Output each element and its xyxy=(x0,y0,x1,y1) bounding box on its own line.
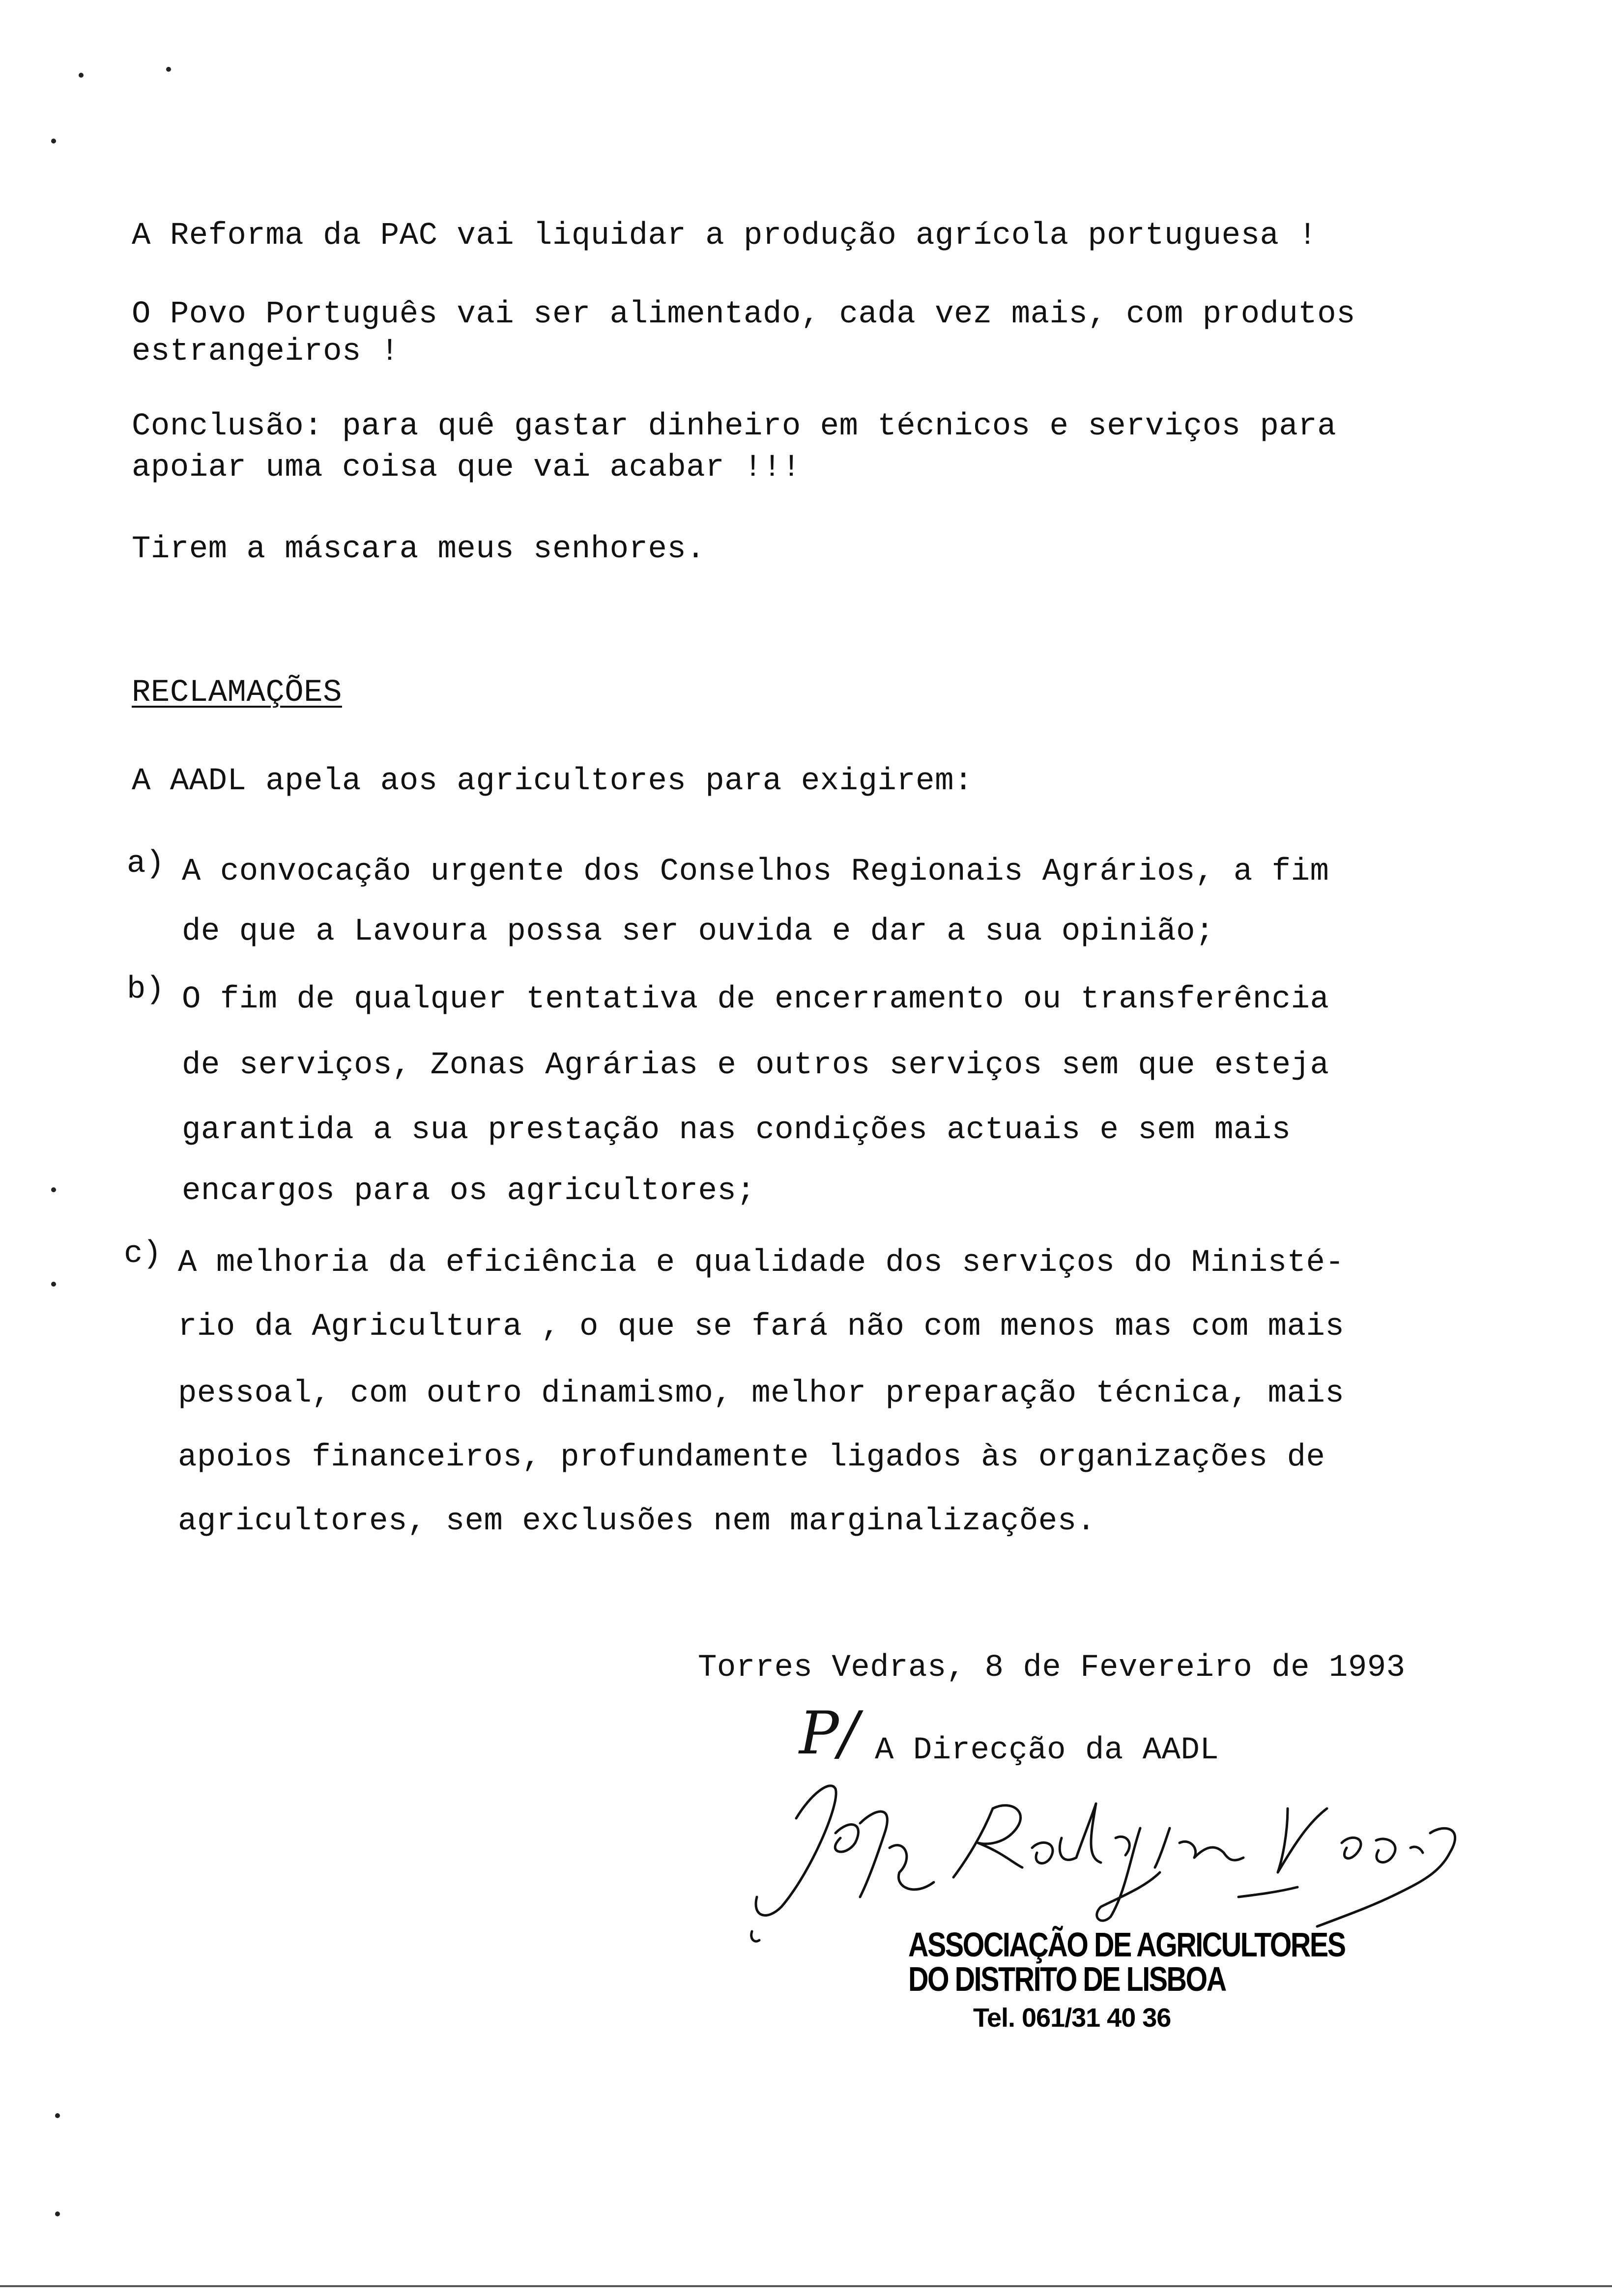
item-b-line-1: O fim de qualquer tentativa de encerramento ou transferência xyxy=(182,982,1329,1017)
scan-speck xyxy=(166,67,171,72)
item-label-c: c) xyxy=(124,1236,162,1272)
item-a-line-1: A convocação urgente dos Conselhos Regionais Agrários, a fim xyxy=(182,854,1329,890)
scan-speck xyxy=(51,1187,56,1192)
scan-speck xyxy=(51,139,56,144)
scan-edge-line xyxy=(0,2285,1612,2287)
item-label-b: b) xyxy=(127,972,165,1007)
intro-line-3a: Conclusão: para quê gastar dinheiro em técnicos e serviços para xyxy=(132,409,1337,444)
pp-mark-text: P/ xyxy=(799,1699,859,1768)
intro-line-2b: estrangeiros ! xyxy=(132,334,400,370)
handwritten-signature xyxy=(737,1750,1504,1946)
item-a-line-2: de que a Lavoura possa ser ouvida e dar a sua opinião; xyxy=(182,914,1214,949)
section-heading: RECLAMAÇÕES xyxy=(132,675,342,711)
scan-speck xyxy=(55,2113,60,2118)
section-lead: A AADL apela aos agricultores para exigirem: xyxy=(132,764,973,799)
signatory: A Direcção da AADL xyxy=(875,1733,1219,1768)
stamp-telephone: Tel. 061/31 40 36 xyxy=(973,2003,1171,2033)
item-label-a: a) xyxy=(127,846,165,882)
scan-speck xyxy=(55,2211,60,2216)
item-c-line-5: agricultores, sem exclusões nem marginalizações. xyxy=(178,1504,1096,1539)
item-b-line-2: de serviços, Zonas Agrárias e outros serviços sem que esteja xyxy=(182,1048,1329,1083)
item-c-line-3: pessoal, com outro dinamismo, melhor preparação técnica, mais xyxy=(178,1376,1345,1411)
item-c-line-4: apoios financeiros, profundamente ligados às organizações de xyxy=(178,1440,1325,1475)
intro-line-2a: O Povo Português vai ser alimentado, cada vez mais, com produtos xyxy=(132,297,1355,332)
intro-line-1: A Reforma da PAC vai liquidar a produção agrícola portuguesa ! xyxy=(132,218,1318,254)
stamp-line-1: ASSOCIAÇÃO DE AGRICULTORES xyxy=(908,1925,1345,1964)
item-c-line-1: A melhoria da eficiência e qualidade dos serviços do Ministé- xyxy=(178,1245,1345,1281)
stamp-line-2: DO DISTRITO DE LISBOA xyxy=(908,1960,1226,1998)
item-c-line-2: rio da Agricultura , o que se fará não com menos mas com mais xyxy=(178,1309,1345,1345)
item-b-line-4: encargos para os agricultores; xyxy=(182,1174,756,1209)
intro-line-4: Tirem a máscara meus senhores. xyxy=(132,532,706,567)
scan-speck xyxy=(51,1282,56,1287)
intro-line-3b: apoiar uma coisa que vai acabar !!! xyxy=(132,450,801,486)
place-date: Torres Vedras, 8 de Fevereiro de 1993 xyxy=(698,1650,1406,1686)
scan-speck xyxy=(79,73,84,78)
item-b-line-3: garantida a sua prestação nas condições actuais e sem mais xyxy=(182,1113,1291,1148)
